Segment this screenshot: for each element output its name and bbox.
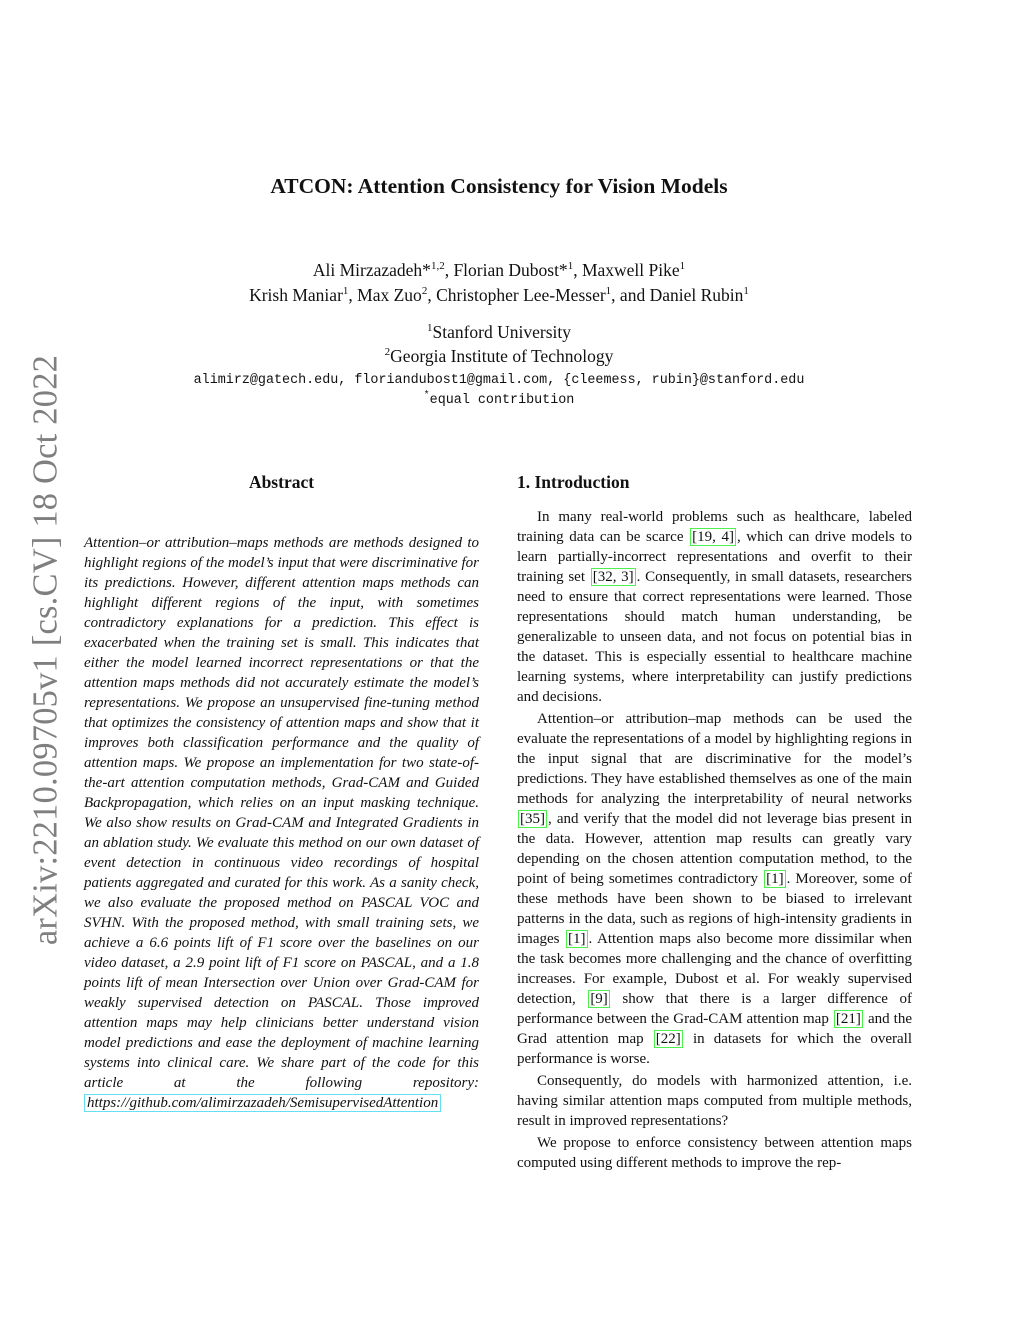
affiliation-marker: 2: [421, 285, 428, 298]
affiliation-list: [0, 320, 998, 368]
equal-contribution-marker: *: [423, 390, 430, 402]
abstract-text: [84, 533, 479, 1113]
text-run: and the Grad attention map: [517, 1011, 912, 1047]
author-line-1: Ali Mirzazadeh*$^{1,2}$, Florian Dubost*$^1$, Maxwell Pike$^1$: [312, 260, 686, 280]
intro-paragraph-3: Consequently, do models with harmonized attention, i.e. having similar attention maps computed from multiple methods, result in improved representations?: [517, 1073, 912, 1129]
author-name: Maxwell Pike: [581, 260, 680, 280]
citation-link[interactable]: [9]: [590, 991, 608, 1007]
equal-contribution-note: [0, 392, 998, 410]
author-name: Krish Maniar: [249, 285, 343, 305]
citation-link[interactable]: [35]: [520, 811, 545, 827]
text-run: . Moreover, some of these methods have been shown to be biased to irrelevant patterns in the data, such as regions of high-intensity gradients in images: [517, 871, 913, 947]
introduction-heading: 1. Introduction: [517, 472, 630, 492]
citation-link[interactable]: [1]: [568, 931, 586, 947]
text-run: in datasets for which the overall performance is worse.: [517, 1031, 912, 1067]
affiliation: [0, 344, 998, 368]
citation-link[interactable]: [32, 3]: [592, 569, 634, 585]
citation-link[interactable]: [1]: [766, 871, 784, 887]
affiliation-marker: 1,2: [430, 260, 445, 273]
author-name: Ali Mirzazadeh*: [312, 260, 431, 280]
text-run: , which can drive models to learn partially-incorrect representations and overfit to their training set: [517, 529, 912, 585]
citation-link[interactable]: [22]: [655, 1031, 681, 1047]
affiliation-marker: 1: [679, 260, 686, 273]
text-run: In many real-world problems such as healthcare, labeled training data can be scarce: [517, 509, 912, 545]
and-separator: , and: [611, 285, 650, 305]
author-emails: alimirz@gatech.edu, floriandubost1@gmail.com, {cleemess, rubin}@stanford.edu: [193, 373, 805, 388]
author-line-2: Krish Maniar$^1$, Max Zuo$^2$, Christopher Lee-Messer$^1$, and Daniel Rubin$^1$: [249, 285, 749, 305]
author-name: Florian Dubost*: [453, 260, 568, 280]
affiliation-marker: 1: [426, 322, 433, 335]
author-list: [0, 258, 998, 308]
affiliation-name: Georgia Institute of Technology: [390, 346, 614, 366]
intro-paragraph-2: [517, 709, 912, 1069]
affiliation-marker: 1: [567, 260, 574, 273]
equal-contribution-text: equal contribution: [429, 393, 575, 408]
repository-link[interactable]: https://github.com/alimirzazadeh/SemisupervisedAttention: [84, 1094, 441, 1112]
author-name: Daniel Rubin: [649, 285, 744, 305]
text-run: show that there is a larger difference of performance between the Grad-CAM attention map: [517, 991, 912, 1027]
intro-paragraph-1: [517, 507, 912, 707]
affiliation: [0, 320, 998, 344]
abstract-heading: Abstract: [248, 472, 315, 492]
text-run: , and verify that the model did not leverage bias present in the data. However, attention map results can greatly vary depending on the chosen attention computation method, to the point of being sometimes contradictory: [517, 811, 912, 887]
paper-title: ATCON: Attention Consistency for Vision Models: [270, 174, 728, 198]
citation-link[interactable]: [19, 4]: [692, 529, 734, 545]
affiliation-name: Stanford University: [432, 322, 572, 342]
introduction-body: [517, 507, 912, 1175]
text-run: Attention–or attribution–map methods can be used the evaluate the representations of a model by highlighting regions in the input signal that are discriminative for the model’s predictions. They have established themselves as one of the main methods for analyzing the interpretability of neural networks: [517, 711, 912, 807]
author-name: Christopher Lee-Messer: [436, 285, 606, 305]
abstract-paragraph: Attention–or attribution–maps methods are methods designed to highlight regions of the model’s input that were discriminative for its predictions. However, different attention maps methods can highlight different regions of the input, with sometimes contradictory explanations for a prediction. This effect is exacerbated when the training set is small. This indicates that either the model learned incorrect representations or that the attention maps methods did not accurately estimate the model’s representations. We propose an unsupervised fine-tuning method that optimizes the consistency of attention maps and show that it improves both classification performance and the quality of attention maps. We propose an implementation for two state-of-the-art attention computation methods, Grad-CAM and Guided Backpropagation, which relies on an input masking technique. We also show results on Grad-CAM and Integrated Gradients in an ablation study. We evaluate this method on our own dataset of event detection in continuous video recordings of hospital patients aggregated and curated for this work. As a sanity check, we also evaluate the proposed method on PASCAL VOC and SVHN. With the proposed method, with small training sets, we achieve a 6.6 points lift of F1 score over the baselines on our video dataset, a 2.9 point lift of F1 score on PASCAL, and a 1.8 points lift of mean Intersection over Union over Grad-CAM for weakly supervised detection on PASCAL. Those improved attention maps may help clinicians better understand vision model predictions and ease the deployment of machine learning systems into clinical care. We share part of the code for this article at the following repository:: [84, 535, 479, 1091]
text-run: . Attention maps also become more dissimilar when the task becomes more challenging and the chance of overfitting increases. For example, Dubost et al. For weakly supervised detection,: [517, 931, 912, 1007]
citation-link[interactable]: [21]: [835, 1011, 861, 1027]
affiliation-marker: 2: [384, 346, 391, 359]
affiliation-marker: 1: [342, 285, 349, 298]
affiliation-marker: 1: [605, 285, 612, 298]
affiliation-marker: 1: [743, 285, 749, 298]
intro-paragraph-4: We propose to enforce consistency between attention maps computed using different methods to improve the rep-: [517, 1135, 912, 1171]
arxiv-identifier: arXiv:2210.09705v1 [cs.CV] 18 Oct 2022: [26, 354, 65, 946]
author-name: Max Zuo: [357, 285, 422, 305]
text-run: . Consequently, in small datasets, researchers need to ensure that correct representations were learned. Those representations should match human understanding, be generalizable to unseen data, and not focus on potential bias in the dataset. This is especially essential to healthcare machine learning systems, where interpretability can justify predictions and decisions.: [517, 569, 912, 705]
